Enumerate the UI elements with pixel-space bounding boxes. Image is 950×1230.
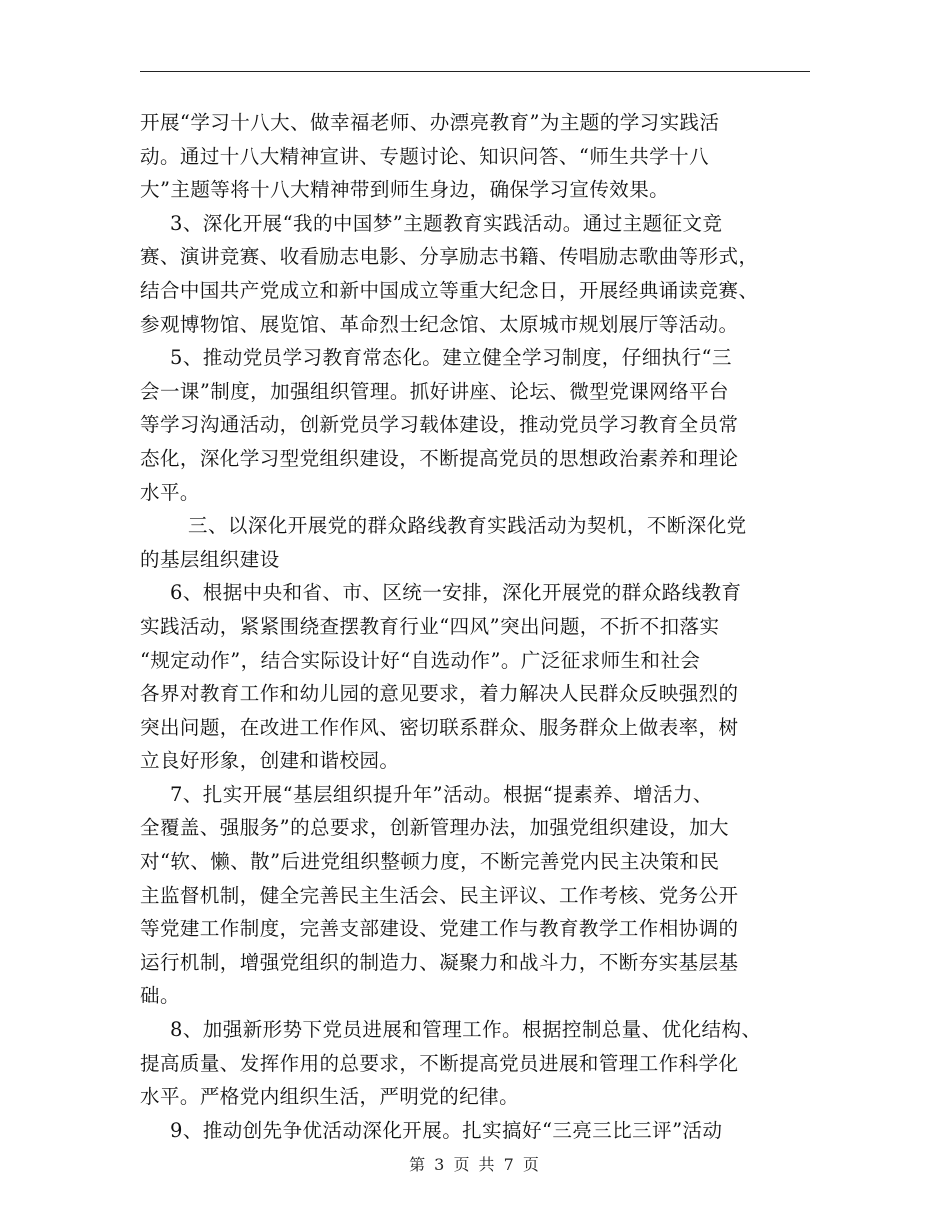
text-line: 态化，深化学习型党组织建设，不断提高党员的思想政治素养和理论	[140, 446, 739, 470]
text-line: 运行机制，增强党组织的制造力、凝聚力和战斗力，不断夯实基层基	[140, 950, 739, 974]
text-line: 等党建工作制度，完善支部建设、党建工作与教育教学工作相协调的	[140, 917, 739, 941]
text-line: 会一课”制度，加强组织管理。抓好讲座、论坛、微型党课网络平台	[140, 379, 729, 403]
paragraph-item-7: 7、扎实开展“基层组织提升年”活动。根据“提素养、增活力、	[170, 782, 713, 806]
text-line: 参观博物馆、展览馆、革命烈士纪念馆、太原城市规划展厅等活动。	[140, 312, 739, 336]
text-line: 水平。	[140, 480, 200, 504]
text-line: 赛、演讲竞赛、收看励志电影、分享励志书籍、传唱励志歌曲等形式，	[140, 245, 759, 269]
section-heading-continued: 的基层组织建设	[140, 547, 280, 571]
text-line: 实践活动，紧紧围绕查摆教育行业“四风”突出问题，不折不扣落实	[140, 614, 720, 638]
text-line: 水平。严格党内组织生活，严明党的纪律。	[140, 1085, 520, 1109]
paragraph-item-8: 8、加强新形势下党员进展和管理工作。根据控制总量、优化结构、	[170, 1018, 762, 1042]
body-text	[140, 106, 810, 1147]
text-line: 主监督机制，健全完善民主生活会、民主评议、工作考核、党务公开	[140, 883, 739, 907]
paragraph-item-5: 5、推动党员学习教育常态化。建立健全学习制度，仔细执行“三	[170, 346, 732, 370]
section-heading-3: 三、以深化开展党的群众路线教育实践活动为契机，不断深化党	[188, 514, 747, 538]
paragraph-item-3: 3、深化开展“我的中国梦”主题教育实践活动。通过主题征文竞	[170, 211, 723, 235]
paragraph-item-6: 6、根据中央和省、市、区统一安排，深化开展党的群众路线教育	[170, 581, 742, 605]
text-line: 开展“学习十八大、做幸福老师、办漂亮教育”为主题的学习实践活	[140, 111, 720, 134]
text-line: 动。通过十八大精神宣讲、专题讨论、知识问答、“师生共学十八	[140, 144, 710, 168]
text-line: 各界对教育工作和幼儿园的意见要求，着力解决人民群众反映强烈的	[140, 682, 739, 706]
text-line: “规定动作”，结合实际设计好“自选动作”。广泛征求师生和社会	[140, 648, 701, 672]
text-line: 结合中国共产党成立和新中国成立等重大纪念日，开展经典诵读竞赛、	[140, 278, 759, 302]
text-line: 对“软、懒、散”后进党组织整顿力度，不断完善党内民主决策和民	[140, 850, 720, 874]
page-number-footer: 第 3 页 共 7 页	[409, 1155, 541, 1174]
text-line: 全覆盖、强服务”的总要求，创新管理办法，加强党组织建设，加大	[140, 816, 729, 840]
text-line: 等学习沟通活动，创新党员学习载体建设，推动党员学习教育全员常	[140, 413, 739, 437]
text-line: 大”主题等将十八大精神带到师生身边，确保学习宣传效果。	[140, 178, 670, 202]
text-line: 础。	[140, 984, 180, 1008]
header-rule	[140, 71, 810, 72]
paragraph-item-9: 9、推动创先争优活动深化开展。扎实搞好“三亮三比三评”活动	[170, 1118, 723, 1142]
text-line: 突出问题，在改进工作作风、密切联系群众、服务群众上做表率，树	[140, 715, 739, 739]
text-line: 提高质量、发挥作用的总要求，不断提高党员进展和管理工作科学化	[140, 1051, 739, 1075]
text-line: 立良好形象，创建和谐校园。	[140, 749, 400, 773]
